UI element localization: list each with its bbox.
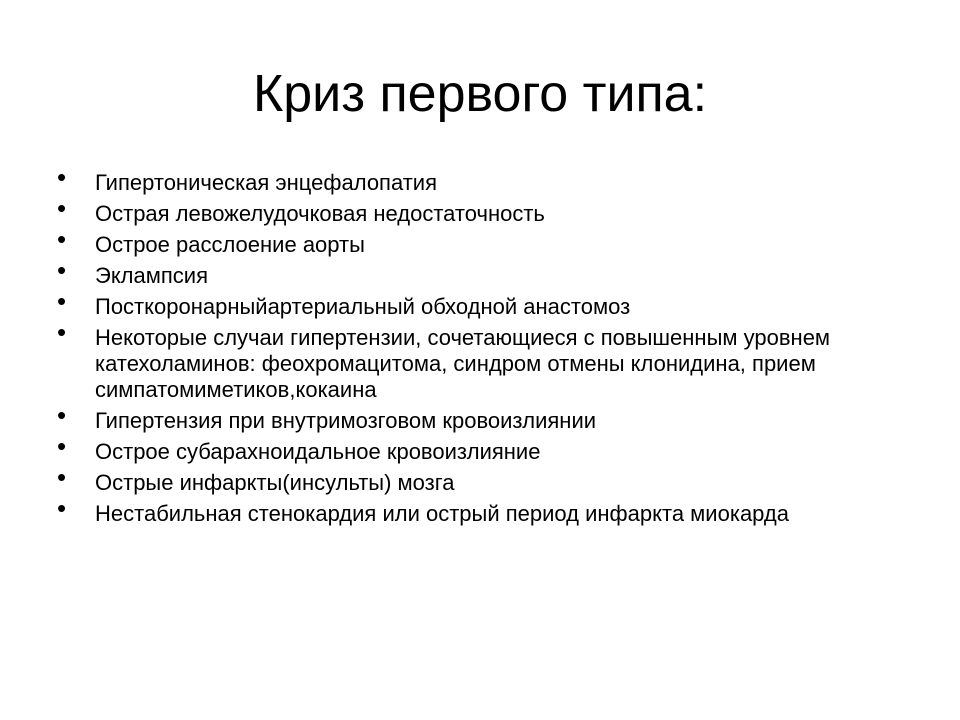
list-item — [57, 400, 917, 434]
bullet-icon: • — [57, 286, 67, 316]
bullet-icon: • — [57, 431, 67, 461]
bullet-icon: • — [57, 462, 67, 492]
list-item-text: Острая левожелудочковая недостаточность — [95, 201, 545, 226]
list-item — [57, 162, 917, 196]
list-item — [57, 431, 917, 465]
list-item-text: Посткоронарныйартериальный обходной анастомоз — [95, 294, 631, 319]
bullet-icon: • — [57, 400, 67, 430]
slide-title: Криз первого типа: — [252, 65, 708, 123]
list-item — [57, 493, 917, 527]
list-item-text: Острые инфаркты(инсульты) мозга — [95, 470, 455, 495]
list-item-text: Нестабильная стенокардия или острый период инфаркта миокарда — [95, 501, 789, 526]
list-item-text: Эклампсия — [95, 263, 208, 288]
list-item-text: Гипертоническая энцефалопатия — [95, 170, 437, 195]
list-item-text: Гипертензия при внутримозговом кровоизлиянии — [95, 408, 597, 433]
list-item — [57, 224, 917, 258]
list-item — [57, 317, 917, 403]
list-item-text: Некоторые случаи гипертензии, сочетающиеся с повышенным уровнем катехоламинов: феохромацитома, синдром отмены клонидина, прием симпатомиметиков,кокаина — [95, 325, 831, 402]
bullet-icon: • — [57, 224, 67, 254]
list-item — [57, 255, 917, 289]
bullet-icon: • — [57, 255, 67, 285]
list-item-text: Острое субарахноидальное кровоизлияние — [95, 439, 541, 464]
list-item-text: Острое расслоение аорты — [95, 232, 365, 257]
list-item — [57, 193, 917, 227]
bullet-icon: • — [57, 193, 67, 223]
bullet-icon: • — [57, 493, 67, 523]
list-item — [57, 462, 917, 496]
list-item — [57, 286, 917, 320]
bullet-icon: • — [57, 317, 67, 347]
bullet-icon: • — [57, 162, 67, 192]
bullet-list — [57, 162, 917, 532]
